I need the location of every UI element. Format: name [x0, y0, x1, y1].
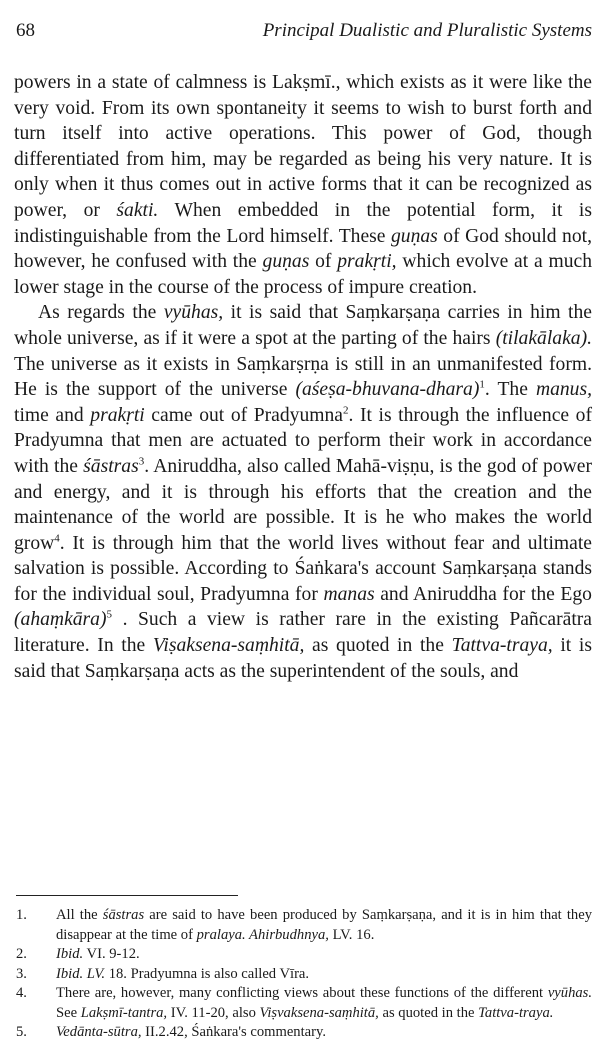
- text-run: time and: [14, 404, 91, 426]
- text-run: powers in a state of calmness is Lakṣmī., which exists as it were like the very void. From its own spontaneity it seems to wish to burst forth and turn itself into active operations. This power of God, though differentiated from him, may be regarded as being his very nature. It is only when it thus comes out in active forms that it can be recognized as power, or: [14, 72, 592, 221]
- term: Lakṣmī-tantra,: [80, 1004, 168, 1021]
- text-run: See: [56, 1004, 81, 1021]
- term: Viṣvaksena-saṃhitā,: [259, 1004, 379, 1021]
- text-run: 18. Pradyumna is also called Vīra.: [105, 965, 310, 982]
- text-run: LV. 16.: [328, 926, 375, 943]
- paragraph-2: [14, 300, 592, 684]
- text-run: came out of Pradyumna: [144, 404, 343, 426]
- footnote-number: 4.: [16, 985, 27, 1001]
- text-run: as quoted in the: [304, 635, 452, 657]
- term: manas: [323, 583, 375, 605]
- term: Ibid.: [56, 946, 84, 962]
- footnote-divider: [16, 895, 238, 896]
- term: (tilakālaka).: [495, 327, 592, 349]
- footnote-ref[interactable]: 3: [138, 455, 145, 468]
- footnote-number: 5.: [16, 1024, 27, 1040]
- text-run: The universe as it exists in Saṃkarṣrṇa is still in an unmanifested form. He is the support of the universe: [14, 353, 592, 401]
- term: Tattva-traya,: [451, 635, 553, 657]
- text-run: VI. 9-12.: [83, 946, 140, 962]
- text-run: are said to have been produced by Saṃkarṣaṇa, and it is in him that they disappear at the time of: [56, 907, 593, 943]
- text-run: II.2.42, Śaṅkara's commentary.: [141, 1024, 326, 1040]
- text-run: of: [309, 251, 338, 273]
- main-text: [14, 70, 592, 684]
- running-title: Principal Dualistic and Pluralistic Systems: [262, 20, 592, 41]
- footnote-4: [14, 984, 592, 1023]
- term: guṇas: [390, 225, 438, 247]
- term: śakti.: [116, 199, 159, 221]
- text-run: When embedded in the potential form, it is indistinguishable from the Lord himself. These: [14, 199, 592, 247]
- term: (ahaṃkāra): [14, 609, 107, 631]
- term: śāstras: [83, 455, 139, 477]
- text-run: There are, however, many conflicting views about these functions of the different: [56, 985, 548, 1001]
- footnote-3: [14, 965, 592, 985]
- text-run: it is said that Saṃkarṣaṇa carries in him the whole universe, as if it were a spot at the parting of the hairs: [14, 302, 592, 349]
- footnote-2: [14, 945, 592, 965]
- term: vyūhas,: [163, 302, 224, 324]
- footnote-1: [14, 906, 592, 945]
- term: vyūhas.: [547, 985, 592, 1001]
- text-run: it is said that Saṃkarṣaṇa acts as the superintendent of the souls, and: [14, 635, 592, 682]
- footnotes: [14, 906, 592, 1043]
- text-run: as quoted in the: [378, 1004, 479, 1021]
- page-number: 68: [16, 20, 35, 41]
- paragraph-1: [14, 70, 592, 300]
- text-run: IV. 11-20, also: [167, 1004, 260, 1021]
- text-run: . It is through him that the world lives without fear and ultimate salvation is possible. According to Śaṅkara's account Saṃkarṣaṇa stands for the individual soul, Pradyumna for: [14, 532, 592, 605]
- footnote-number: 2.: [16, 946, 27, 962]
- footnote-ref[interactable]: 2: [342, 404, 349, 417]
- text-run: All the: [56, 907, 103, 923]
- term: prakṛti,: [337, 251, 397, 273]
- footnote-ref[interactable]: 5: [106, 608, 113, 621]
- text-run: which evolve at a much lower stage in the course of the process of impure creation.: [14, 251, 592, 298]
- footnote-ref[interactable]: 4: [54, 532, 60, 545]
- text-run: As regards the: [38, 302, 164, 324]
- term: Tattva-traya.: [478, 1004, 554, 1021]
- term: Vedānta-sūtra,: [56, 1024, 142, 1040]
- text-run: . Aniruddha, also called Mahā-viṣṇu, is the god of power and energy, and it is through his efforts that the creation and the maintenance of the world are possible. It is he who makes the world grow: [14, 455, 592, 554]
- term: (aśeṣa-bhuvana-dhara): [295, 379, 480, 401]
- footnote-number: 3.: [16, 965, 27, 982]
- term: Viṣaksena-saṃhitā,: [152, 635, 305, 657]
- term: manus,: [535, 379, 593, 401]
- text-run: . The: [484, 379, 536, 401]
- term: śāstras: [102, 907, 145, 923]
- footnote-5: [14, 1023, 592, 1043]
- term: guṇas: [262, 251, 310, 273]
- text-run: . Such a view is rather rare in the existing Pañcarātra literature. In the: [14, 609, 592, 657]
- footnote-number: 1.: [16, 907, 27, 923]
- term: Ibid. LV.: [56, 965, 106, 982]
- running-header: [14, 20, 592, 48]
- text-run: of God should not, however, he confused with the: [14, 225, 592, 273]
- term: pralaya. Ahirbudhnya,: [196, 926, 329, 943]
- text-run: . It is through the influence of Pradyumna that men are actuated to perform their work in accordance with the: [14, 404, 593, 477]
- text-run: and Aniruddha for the Ego: [374, 583, 592, 605]
- footnote-ref[interactable]: 1: [479, 378, 485, 391]
- term: prakṛti: [90, 404, 145, 426]
